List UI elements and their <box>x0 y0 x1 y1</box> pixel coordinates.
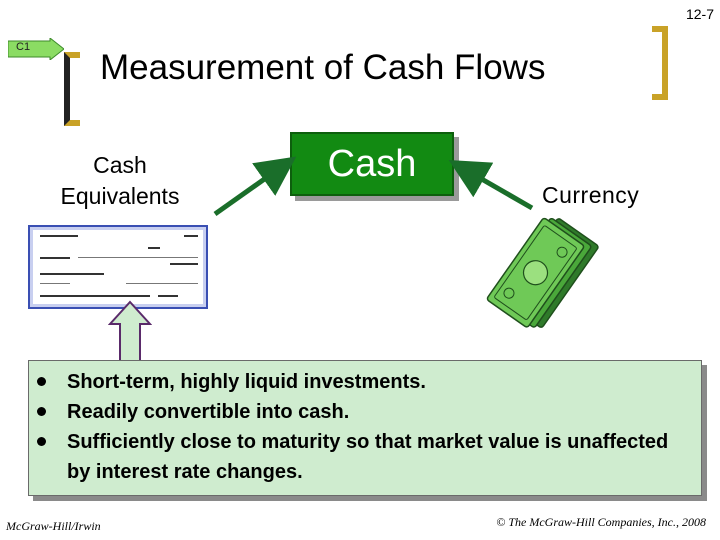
page-title: Measurement of Cash Flows <box>100 48 546 87</box>
list-item <box>37 367 687 397</box>
arrow-to-cash-left <box>215 168 280 214</box>
publisher-footer: McGraw-Hill/Irwin <box>6 519 101 533</box>
bullets-box <box>28 360 702 496</box>
bullet-text: Short-term, highly liquid investments. <box>67 371 426 393</box>
bullet-dot-icon <box>37 407 46 416</box>
cash-equivalents-label: Cash Equivalents <box>60 152 180 210</box>
bullet-dot-icon <box>37 437 46 446</box>
bullet-text: Sufficiently close to maturity so that market value is unaffected by interest rate changes. <box>67 431 669 483</box>
check-image-icon <box>28 225 208 309</box>
money-bills-icon <box>486 210 616 340</box>
bullet-dot-icon <box>37 377 46 386</box>
arrow-to-cash-right <box>466 170 532 208</box>
cash-box: Cash <box>290 132 454 196</box>
bullet-text: Readily convertible into cash. <box>67 401 350 423</box>
objective-tag-label: C1 <box>16 41 31 53</box>
slide-number: 12-7 <box>685 6 714 22</box>
bullet-list <box>37 367 687 487</box>
copyright-footer: © The McGraw-Hill Companies, Inc., 2008 <box>496 515 706 529</box>
list-item <box>37 427 687 487</box>
currency-label: Currency <box>542 182 640 208</box>
list-item <box>37 397 687 427</box>
